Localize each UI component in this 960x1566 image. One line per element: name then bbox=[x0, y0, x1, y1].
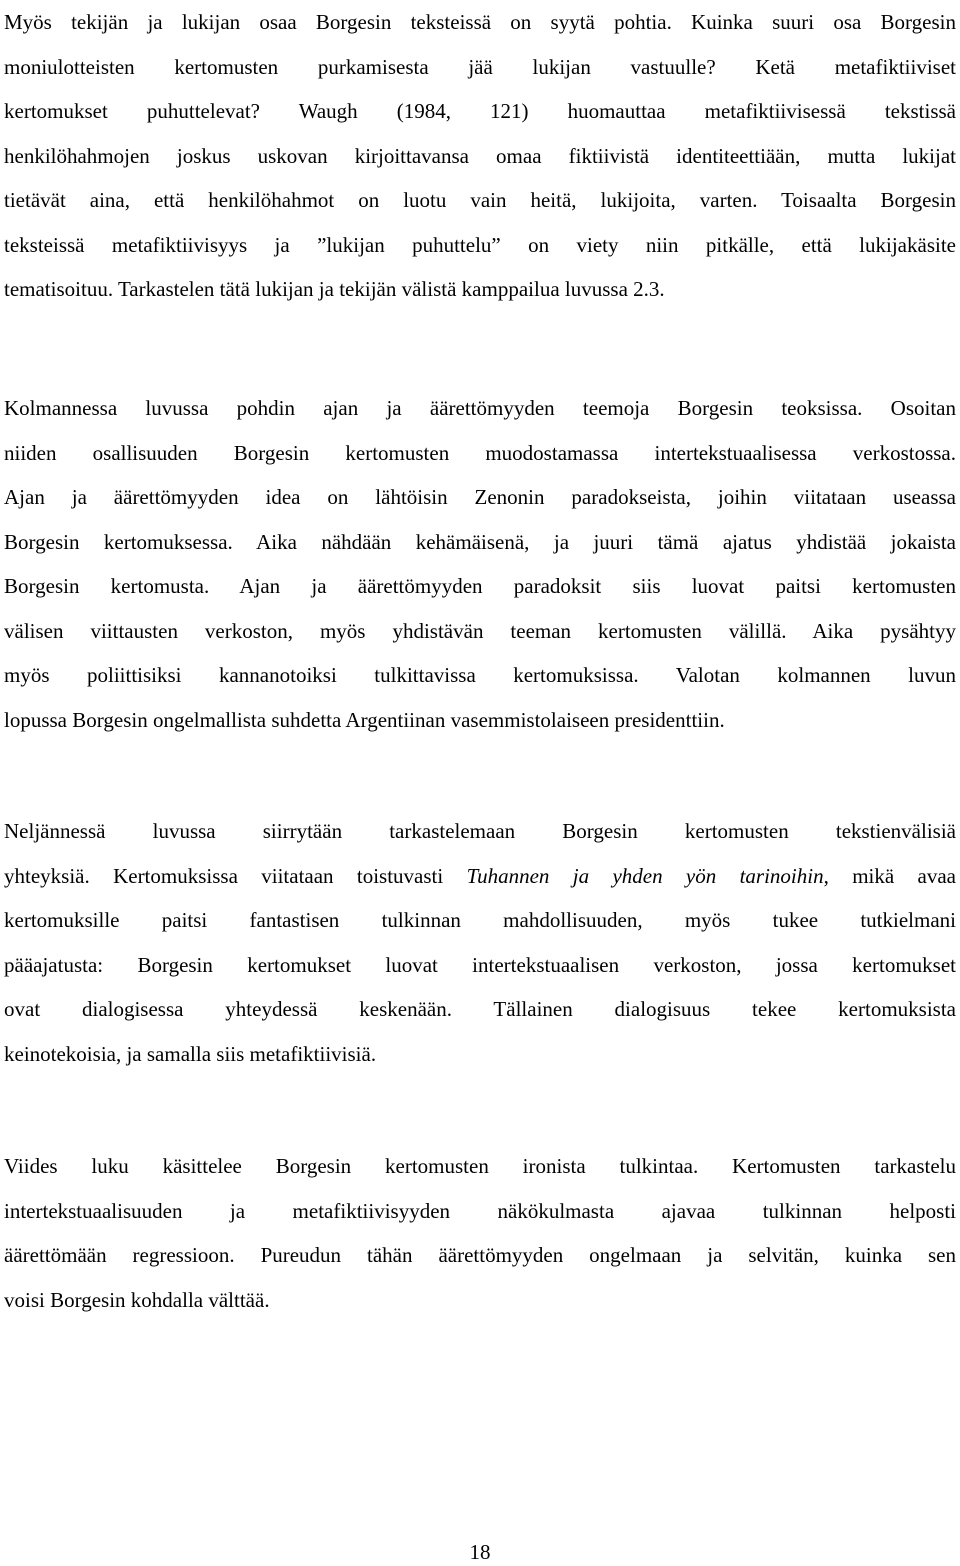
text-line: tietävät aina, että henkilöhahmot on luotu vain heitä, lukijoita, varten. Toisaalta Borgesin bbox=[4, 188, 956, 212]
text-line: välisen viittausten verkoston, myös yhdistävän teeman kertomusten välillä. Aika pysähtyy bbox=[4, 618, 956, 643]
text-line: voisi Borgesin kohdalla välttää. bbox=[4, 1287, 270, 1312]
book-title-italic: Tuhannen ja yhden yön tarinoihin bbox=[466, 863, 824, 888]
text-line: Neljännessä luvussa siirrytään tarkastelemaan Borgesin kertomusten tekstienvälisiä bbox=[4, 819, 956, 843]
text-line: äärettömään regressioon. Pureudun tähän äärettömyyden ongelmaan ja selvitän, kuinka sen bbox=[4, 1243, 956, 1267]
text-line: niiden osallisuuden Borgesin kertomusten muodostamassa intertekstuaalisessa verkostossa. bbox=[4, 440, 956, 465]
paragraph-chapter-four bbox=[4, 809, 956, 1076]
text-line: Viides luku käsittelee Borgesin kertomusten ironista tulkintaa. Kertomusten tarkastelu bbox=[4, 1154, 956, 1178]
text-line: pääajatusta: Borgesin kertomukset luovat intertekstuaalisen verkoston, jossa kertomukset bbox=[4, 952, 956, 977]
text-line: teksteissä metafiktiivisyys ja ”lukijan puhuttelu” on viety niin pitkälle, että lukijakäsite bbox=[4, 232, 956, 257]
paragraph-chapter-five bbox=[4, 1144, 956, 1322]
text-line: ovat dialogisessa yhteydessä keskenään. Tällainen dialogisuus tekee kertomuksista bbox=[4, 997, 956, 1021]
text-line: kertomuksille paitsi fantastisen tulkinnan mahdollisuuden, myös tukee tutkielmani bbox=[4, 908, 956, 932]
text-line: keinotekoisia, ja samalla siis metafiktiivisiä. bbox=[4, 1041, 377, 1066]
page-number: 18 bbox=[469, 1540, 491, 1564]
text-line: Kolmannessa luvussa pohdin ajan ja äärettömyyden teemoja Borgesin teoksissa. Osoitan bbox=[4, 396, 956, 420]
text-line: myös poliittisiksi kannanotoiksi tulkittavissa kertomuksissa. Valotan kolmannen luvun bbox=[4, 663, 956, 687]
paragraph-reader-author bbox=[4, 0, 956, 312]
text-line: kertomukset puhuttelevat? Waugh (1984, 121) huomauttaa metafiktiivisessä tekstissä bbox=[4, 99, 956, 123]
text-line: Ajan ja äärettömyyden idea on lähtöisin Zenonin paradokseista, joihin viitataan useassa bbox=[4, 485, 956, 509]
text-line: tematisoituu. Tarkastelen tätä lukijan ja tekijän välistä kamppailua luvussa 2.3. bbox=[4, 277, 665, 301]
text-line: Borgesin kertomuksessa. Aika nähdään kehämäisenä, ja juuri tämä ajatus yhdistää jokaista bbox=[4, 529, 956, 554]
text-line: intertekstuaalisuuden ja metafiktiivisyyden näkökulmasta ajavaa tulkinnan helposti bbox=[4, 1198, 956, 1223]
paragraph-chapter-three bbox=[4, 386, 956, 742]
text-line: lopussa Borgesin ongelmallista suhdetta Argentiinan vasemmistolaiseen presidenttiin. bbox=[4, 707, 725, 732]
text-line: Borgesin kertomusta. Ajan ja äärettömyyden paradoksit siis luovat paitsi kertomusten bbox=[4, 574, 956, 598]
text-line: henkilöhahmojen joskus uskovan kirjoittavansa omaa fiktiivistä identiteettiään, mutta lukijat bbox=[4, 143, 956, 168]
text-line: yhteyksiä. Kertomuksissa viitataan toistuvasti Tuhannen ja yhden yön tarinoihin, mikä avaa bbox=[4, 863, 956, 888]
text-line: moniulotteisten kertomusten purkamisesta jää lukijan vastuulle? Ketä metafiktiiviset bbox=[4, 54, 956, 79]
text-line: Myös tekijän ja lukijan osaa Borgesin teksteissä on syytä pohtia. Kuinka suuri osa Borgesin bbox=[4, 10, 956, 34]
